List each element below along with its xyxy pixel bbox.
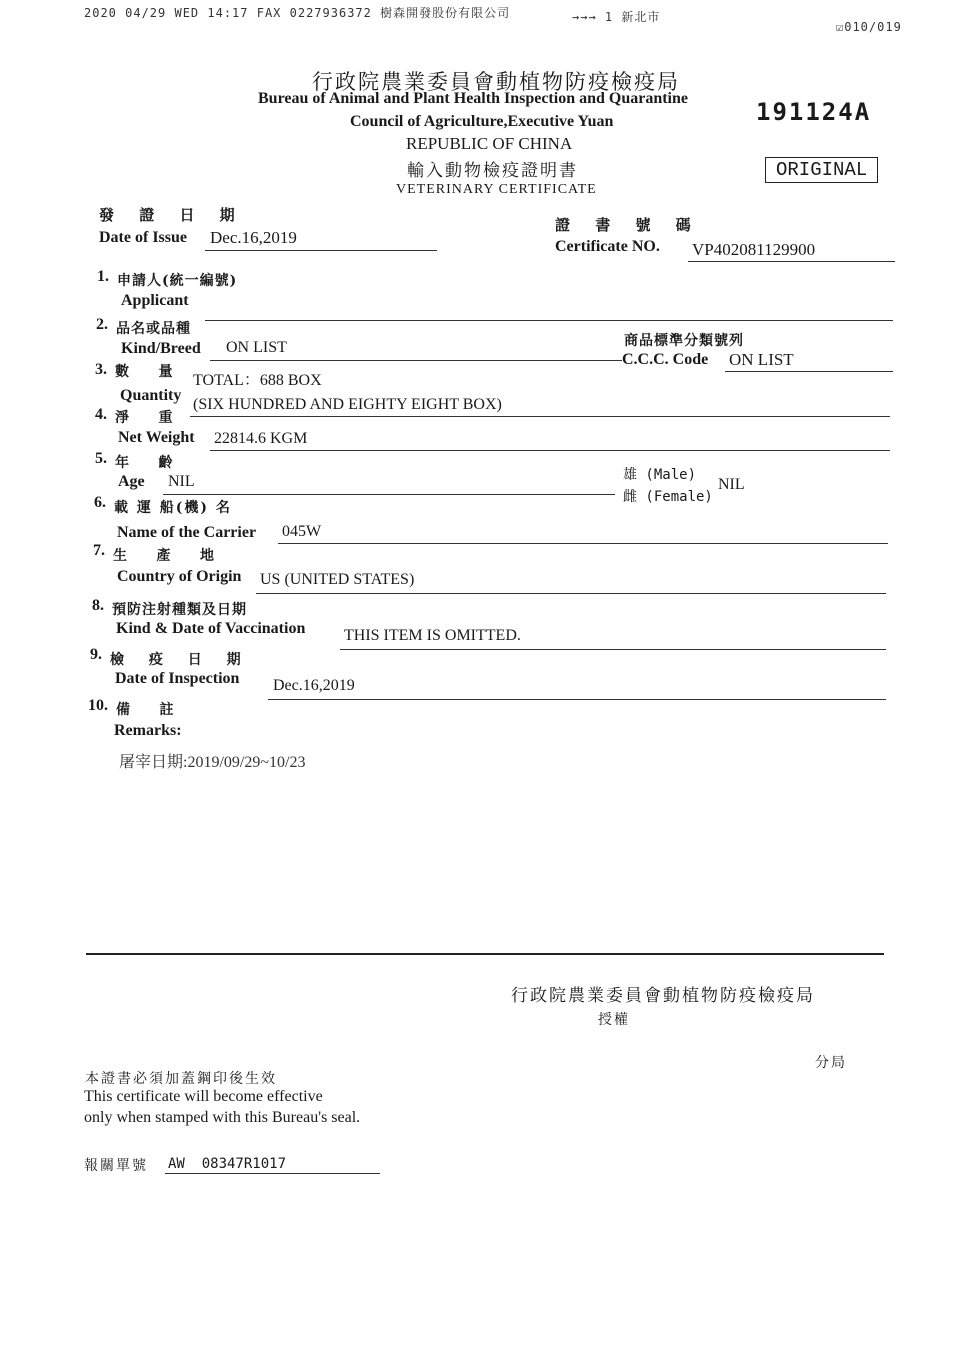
country-name: REPUBLIC OF CHINA [406, 134, 573, 153]
fax-header-extra: →→→ 1 新北市 [572, 10, 661, 24]
origin-label-cn: 生 產 地 [113, 548, 216, 564]
fax-header-line: 2020 04/29 WED 14:17 FAX 0227936372 樹森開發股份有限公司 [84, 6, 511, 20]
footer-separator [86, 953, 884, 955]
inspection-number: 9. [90, 646, 102, 663]
kind-label: Kind/Breed [121, 340, 201, 357]
certificate-no-label-cn: 證 書 號 碼 [555, 216, 701, 234]
kind-label-cn: 品名或品種 [116, 321, 191, 337]
declaration-value: AW 08347R1017 [168, 1156, 287, 1172]
quantity-label: Quantity [120, 387, 182, 404]
certificate-no-label: Certificate NO. [555, 238, 660, 255]
sex-value: NIL [718, 476, 745, 493]
vaccination-value: THIS ITEM IS OMITTED. [344, 627, 521, 644]
carrier-number: 6. [94, 494, 106, 511]
bureau-english-name: Bureau of Animal and Plant Health Inspection and Quarantine [258, 90, 688, 107]
vaccination-label-cn: 預防注射種類及日期 [112, 602, 247, 618]
weight-label: Net Weight [118, 429, 195, 446]
sex-female-label: 雌 (Female) [623, 489, 713, 505]
ccc-label: C.C.C. Code [622, 351, 709, 368]
remarks-value: 屠宰日期:2019/09/29~10/23 [119, 754, 306, 771]
vaccination-number: 8. [92, 597, 104, 614]
applicant-label-cn: 申請人(統一編號) [117, 273, 238, 289]
declaration-label: 報關單號 [84, 1158, 148, 1174]
note-english-line2: only when stamped with this Bureau's seal. [84, 1109, 361, 1126]
remarks-label: Remarks: [114, 722, 182, 739]
council-name: Council of Agriculture,Executive Yuan [350, 113, 614, 130]
footer-bureau-name: 行政院農業委員會動植物防疫檢疫局 [511, 986, 815, 1006]
inspection-label-cn: 檢 疫 日 期 [110, 652, 251, 668]
issue-date-label-cn: 發 證 日 期 [99, 206, 245, 224]
carrier-label: Name of the Carrier [117, 524, 257, 541]
weight-label-cn: 淨 重 [115, 410, 175, 426]
remarks-label-cn: 備 註 [116, 702, 176, 718]
serial-number: 191124A [756, 98, 872, 126]
applicant-number: 1. [97, 268, 109, 285]
age-label-cn: 年 齡 [115, 455, 175, 471]
vaccination-label: Kind & Date of Vaccination [116, 620, 306, 637]
ccc-label-cn: 商品標準分類號列 [624, 333, 744, 349]
origin-value: US (UNITED STATES) [260, 571, 415, 588]
carrier-label-cn: 載 運 船(機) 名 [114, 500, 232, 516]
age-number: 5. [95, 450, 107, 467]
quantity-label-cn: 數 量 [115, 364, 175, 380]
quantity-number: 3. [95, 361, 107, 378]
sex-male-label: 雄 (Male) [623, 467, 697, 483]
certificate-no-value: VP402081129900 [692, 240, 816, 259]
note-chinese: 本證書必須加蓋鋼印後生效 [85, 1071, 277, 1087]
origin-number: 7. [93, 542, 105, 559]
quantity-total: TOTAL：688 BOX [193, 372, 322, 389]
remarks-number: 10. [88, 697, 108, 714]
bureau-chinese-name: 行政院農業委員會動植物防疫檢疫局 [312, 70, 680, 94]
age-label: Age [118, 473, 145, 490]
quantity-value: (SIX HUNDRED AND EIGHTY EIGHT BOX) [193, 396, 502, 413]
footer-authorized: 授權 [598, 1012, 630, 1028]
footer-branch: 分局 [815, 1055, 847, 1071]
weight-value: 22814.6 KGM [214, 430, 308, 447]
carrier-value: 045W [282, 523, 322, 540]
inspection-label: Date of Inspection [115, 670, 240, 687]
ccc-value: ON LIST [729, 350, 794, 369]
origin-label: Country of Origin [117, 568, 242, 585]
issue-date-value: Dec.16,2019 [210, 228, 297, 247]
applicant-label: Applicant [121, 292, 189, 309]
note-english-line1: This certificate will become effective [84, 1088, 323, 1105]
certificate-type-chinese: 輸入動物檢疫證明書 [407, 161, 578, 181]
inspection-value: Dec.16,2019 [273, 677, 355, 694]
age-value: NIL [168, 473, 195, 490]
fax-page-number: ☑010/019 [836, 20, 902, 34]
kind-value: ON LIST [226, 339, 287, 356]
original-stamp: ORIGINAL [765, 157, 878, 183]
certificate-type-english: VETERINARY CERTIFICATE [396, 182, 597, 197]
kind-number: 2. [96, 316, 108, 333]
issue-date-label: Date of Issue [99, 229, 187, 246]
weight-number: 4. [95, 406, 107, 423]
